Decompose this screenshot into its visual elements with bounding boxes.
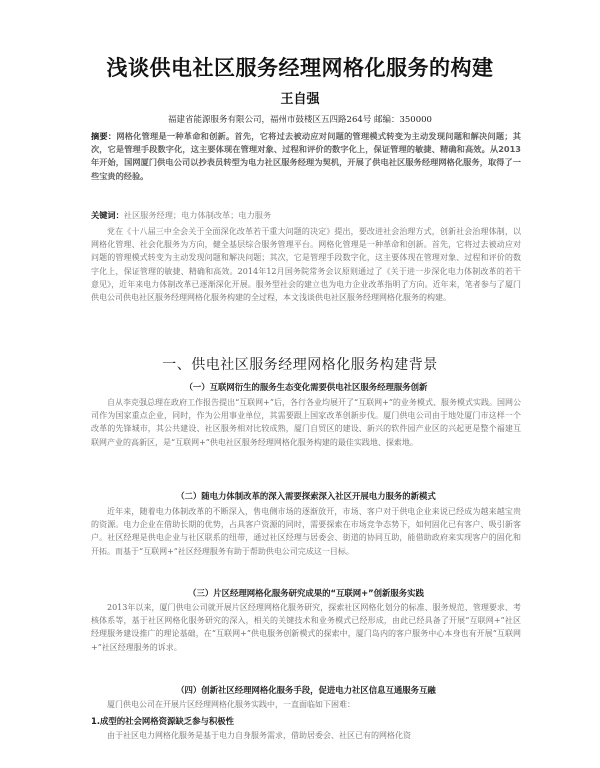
section-1-heading: 一、供电社区服务经理网格化服务构建背景 — [162, 357, 438, 373]
abstract-label: 摘要： — [91, 131, 117, 141]
intro-paragraph: 党在《十八届三中全会关于全面深化改革若干重大问题的决定》提出，要改进社会治理方式，创新社会治理体制，以网格化管理、社会化服务为方向，健全基层综合服务管理平台。网格化管理是一种革命和创新。首先，它将过去被动应对问题的管理模式转变为主动发现问题和解决问题；其次，它是管理手段数字化，这主要体现在管理对象、过程和评价的数字化上，保证管理的敏捷、精确和高效。2014年12月国务院常务会议原则通过了《关于进一步深化电力体制改革的若干意见》，近年来电力体制改革已逐渐深化开展。服务型社会的建立也为电力企业改革指明了方向。近年来，笔者参与了厦门供电公司供电社区服务经理网格化服务构建的全过程，本文浅谈供电社区服务经理网格化服务的构建。 — [91, 227, 521, 303]
point-1-text: 由于社区电力网格化服务是基于电力自身服务需求，借助居委会、社区已有的网格化资 — [107, 731, 411, 740]
keywords-label: 关键词： — [91, 210, 124, 220]
subsection-3-heading: （三）片区经理网格化服务研究成果的“互联网+”创新服务实践 — [188, 588, 424, 598]
subsection-2-text: 近年来，随着电力体制改革的不断深入，售电侧市场的逐渐放开，市场、客户对于供电企业来说已经成为越来越宝贵的资源。电力企业在借助长期的优势，占具客户资源的同时，需要探索在市场竞争态势下，如何固化已有客户、吸引新客户。社区经理是供电企业与社区联系的纽带，通过社区经理与居委会、街道的协同互助，能借助政府来实现客户的固化和开拓。而基于“互联网+”社区经理服务有助于帮助供电公司完成这一目标。 — [91, 507, 521, 556]
subsection-4-text: 厦门供电公司在开展片区经理网格化服务实践中，一直面临如下困难： — [107, 700, 355, 709]
subsection-2-heading: （二）随电力体制改革的深入需要探索深入社区开展电力服务的新模式 — [176, 491, 436, 501]
keywords-text: 社区服务经理；电力体制改革；电力服务 — [123, 210, 272, 220]
abstract — [91, 130, 521, 183]
subsection-1-heading: （一）互联网衍生的服务生态变化需要供电社区服务经理服务创新 — [184, 382, 428, 392]
keywords — [91, 210, 521, 221]
subsection-4-heading: （四）创新社区经理网格化服务手段，促进电力社区信息互通服务互融 — [176, 685, 436, 695]
abstract-text: 网格化管理是一种革命和创新。首先，它将过去被动应对问题的管理模式转变为主动发现问题和解决问题；其次，它是管理手段数字化，这主要体现在管理对象、过程和评价的数字化上，保证管理的敏捷、精确和高效。从2013年开始，国网厦门供电公司以抄表员转型为电力社区服务经理为契机，开展了供电社区服务经理网格化服务，取得了一些宝贵的经验。 — [91, 131, 521, 181]
subsection-3-text: 2013年以来，厦门供电公司就开展片区经理网格化服务研究，探索社区网格化划分的标准、服务规范、管理要求、考核体系等，基于社区网格化服务研究的深入，相关的关键技术和业务模式已经形成，由此已经具备了开展“互联网+”社区经理服务建设推广的理论基础，在“互联网+”供电服务创新模式的探索中，厦门岛内的客户服务中心本身也有开展“互联网+”社区经理服务的诉求。 — [91, 603, 521, 652]
author-name: 王自强 — [280, 92, 320, 107]
paper-title: 浅谈供电社区服务经理网格化服务的构建 — [106, 56, 494, 80]
subsection-1-text: 自从李克强总理在政府工作报告提出“互联网+”后，各行各业均展开了“互联网+”的业务模式、服务模式实践。国网公司作为国家重点企业，同时，作为公用事业单位，其需要跟上国家改革创新步伐。厦门供电公司由于地处厦门市这样一个改革的先锋城市，其公共建设、社区服务相对比较成熟，厦门自贸区的建设、新兴的软件园产业区的兴起更是整个福建互联网产业的高新区，是“互联网+”供电社区服务经理网格化服务构建的最佳实践地、探索地。 — [91, 398, 521, 447]
author-affiliation: 福建省能源服务有限公司，福州市鼓楼区五四路264号 邮编：350000 — [168, 115, 432, 125]
point-1-heading: 1.成型的社会网格资源缺乏参与积极性 — [91, 716, 235, 726]
